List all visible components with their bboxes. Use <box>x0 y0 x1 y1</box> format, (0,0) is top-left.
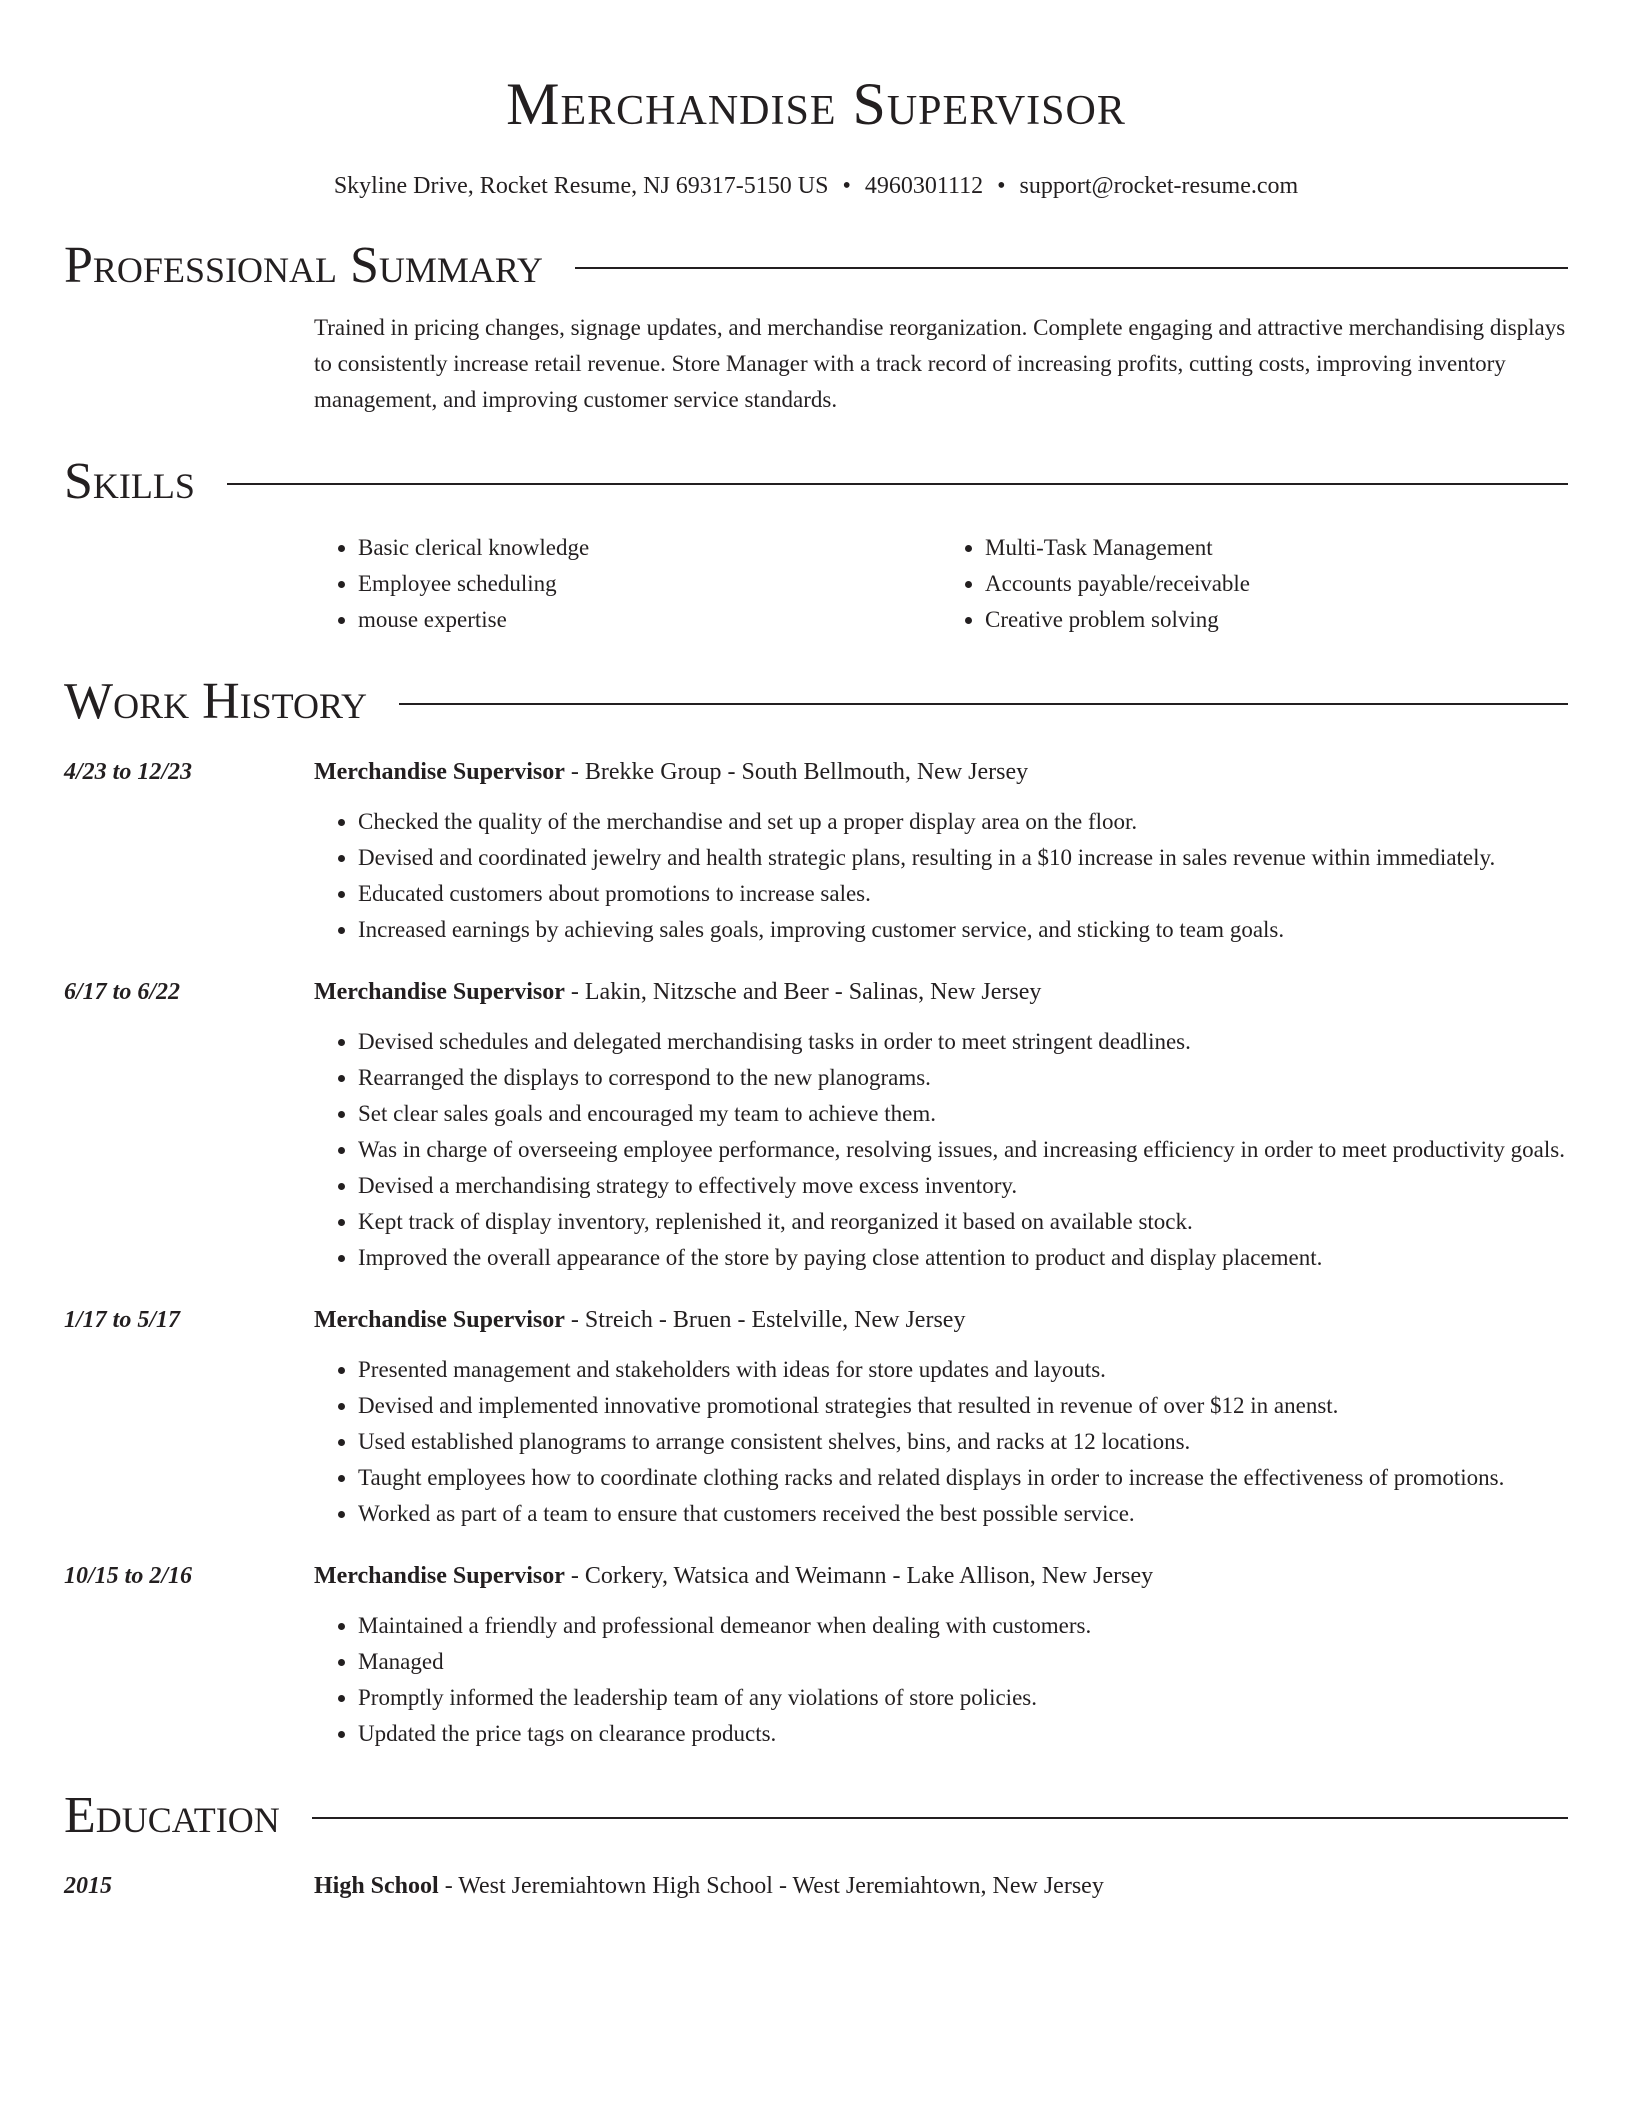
summary-section-header <box>64 236 1568 296</box>
job-bullet: • Updated the price tags on clearance products. <box>358 1716 1568 1752</box>
section-divider <box>227 483 1568 485</box>
section-divider <box>575 267 1568 269</box>
job-heading <box>314 754 1568 790</box>
job-bullet: • Devised and implemented innovative promotional strategies that resulted in revenue of over $12 in anenst. <box>358 1388 1568 1424</box>
job-heading <box>314 1558 1568 1594</box>
skills-list-right <box>941 530 1568 638</box>
job-role: Merchandise Supervisor <box>314 759 565 785</box>
job-dates: 1/17 to 5/17 <box>64 1307 181 1333</box>
job-employer: - Brekke Group - South Bellmouth, New Jersey <box>564 759 1029 785</box>
candidate-name: Merchandise Supervisor <box>506 71 1126 137</box>
job-bullet: • Was in charge of overseeing employee performance, resolving issues, and increasing efficiency in order to meet productivity goals. <box>358 1132 1568 1168</box>
education-section-header <box>64 1786 1568 1846</box>
job-bullets <box>314 1608 1568 1752</box>
skills-section-header <box>64 452 1568 512</box>
job-bullet: • Devised a merchandising strategy to effectively move excess inventory. <box>358 1168 1568 1204</box>
contact-email[interactable]: support@rocket-resume.com <box>1019 173 1299 199</box>
skill-item: • Multi-Task Management <box>985 530 1568 566</box>
job-bullet: • Presented management and stakeholders with ideas for store updates and layouts. <box>358 1352 1568 1388</box>
job-heading <box>314 974 1568 1010</box>
job-bullet: • Set clear sales goals and encouraged my team to achieve them. <box>358 1096 1568 1132</box>
job-body <box>314 974 1568 1276</box>
job-body <box>314 1558 1568 1752</box>
job-bullet: • Worked as part of a team to ensure that customers received the best possible service. <box>358 1496 1568 1532</box>
job-dates: 6/17 to 6/22 <box>64 979 181 1005</box>
job-bullets <box>314 804 1568 948</box>
job-bullet: • Checked the quality of the merchandise and set up a proper display area on the floor. <box>358 804 1568 840</box>
job-role: Merchandise Supervisor <box>314 1307 565 1333</box>
education-entry <box>64 1868 1568 1904</box>
job-dates: 4/23 to 12/23 <box>64 759 193 785</box>
job-employer: - Streich - Bruen - Estelville, New Jersey <box>564 1307 966 1333</box>
education-heading <box>314 1868 1568 1904</box>
education-body <box>314 1868 1568 1904</box>
skills-grid <box>314 530 1568 638</box>
job-bullet: • Improved the overall appearance of the store by paying close attention to product and display placement. <box>358 1240 1568 1276</box>
section-divider <box>399 703 1568 705</box>
summary-text: Trained in pricing changes, signage updates, and merchandise reorganization. Complete engaging and attractive merchandising displays to consistently increase retail revenue. Store Manager with a track record of increasing profits, cutting costs, improving inventory management, and improving customer service standards. <box>314 315 1566 412</box>
contact-address: Skyline Drive, Rocket Resume, NJ 69317-5150 US <box>333 173 829 199</box>
skill-item: • mouse expertise <box>358 602 941 638</box>
job-bullet: • Devised and coordinated jewelry and health strategic plans, resulting in a $10 increase in sales revenue within immediately. <box>358 840 1568 876</box>
work-history-list <box>64 754 1568 1752</box>
job-bullet: • Educated customers about promotions to increase sales. <box>358 876 1568 912</box>
job-employer: - Corkery, Watsica and Weimann - Lake Allison, New Jersey <box>564 1563 1154 1589</box>
contact-line <box>64 170 1568 202</box>
job-heading <box>314 1302 1568 1338</box>
job-entry <box>64 1302 1568 1532</box>
skill-item: • Basic clerical knowledge <box>358 530 941 566</box>
summary-section-title: Professional Summary <box>64 237 543 294</box>
job-body <box>314 1302 1568 1532</box>
job-entry <box>64 1558 1568 1752</box>
skill-item: • Creative problem solving <box>985 602 1568 638</box>
education-year: 2015 <box>64 1873 112 1899</box>
education-section-title: Education <box>64 1787 280 1844</box>
job-bullet: • Taught employees how to coordinate clothing racks and related displays in order to increase the effectiveness of promotions. <box>358 1460 1568 1496</box>
work-section-header <box>64 672 1568 732</box>
job-bullet: • Devised schedules and delegated merchandising tasks in order to meet stringent deadlines. <box>358 1024 1568 1060</box>
job-bullet: • Used established planograms to arrange consistent shelves, bins, and racks at 12 locations. <box>358 1424 1568 1460</box>
job-bullet: • Managed <box>358 1644 1568 1680</box>
skills-list-left <box>314 530 941 638</box>
education-school: - West Jeremiahtown High School - West Jeremiahtown, New Jersey <box>438 1873 1104 1899</box>
job-bullets <box>314 1024 1568 1276</box>
job-dates: 10/15 to 2/16 <box>64 1563 193 1589</box>
job-role: Merchandise Supervisor <box>314 979 565 1005</box>
contact-separator: • <box>997 173 1006 199</box>
contact-separator: • <box>842 173 851 199</box>
job-bullet: • Maintained a friendly and professional demeanor when dealing with customers. <box>358 1608 1568 1644</box>
job-bullet: • Increased earnings by achieving sales goals, improving customer service, and sticking to team goals. <box>358 912 1568 948</box>
job-bullets <box>314 1352 1568 1532</box>
job-role: Merchandise Supervisor <box>314 1563 565 1589</box>
skill-item: • Accounts payable/receivable <box>985 566 1568 602</box>
job-bullet: • Promptly informed the leadership team of any violations of store policies. <box>358 1680 1568 1716</box>
education-degree: High School <box>314 1873 439 1899</box>
skill-item: • Employee scheduling <box>358 566 941 602</box>
skills-section-title: Skills <box>64 453 195 510</box>
job-body <box>314 754 1568 948</box>
job-entry <box>64 754 1568 948</box>
contact-phone: 4960301112 <box>864 173 984 199</box>
job-bullet: • Kept track of display inventory, replenished it, and reorganized it based on available stock. <box>358 1204 1568 1240</box>
job-employer: - Lakin, Nitzsche and Beer - Salinas, New Jersey <box>564 979 1042 1005</box>
work-section-title: Work History <box>64 673 368 730</box>
section-divider <box>312 1817 1568 1819</box>
job-entry <box>64 974 1568 1276</box>
job-bullet: • Rearranged the displays to correspond to the new planograms. <box>358 1060 1568 1096</box>
